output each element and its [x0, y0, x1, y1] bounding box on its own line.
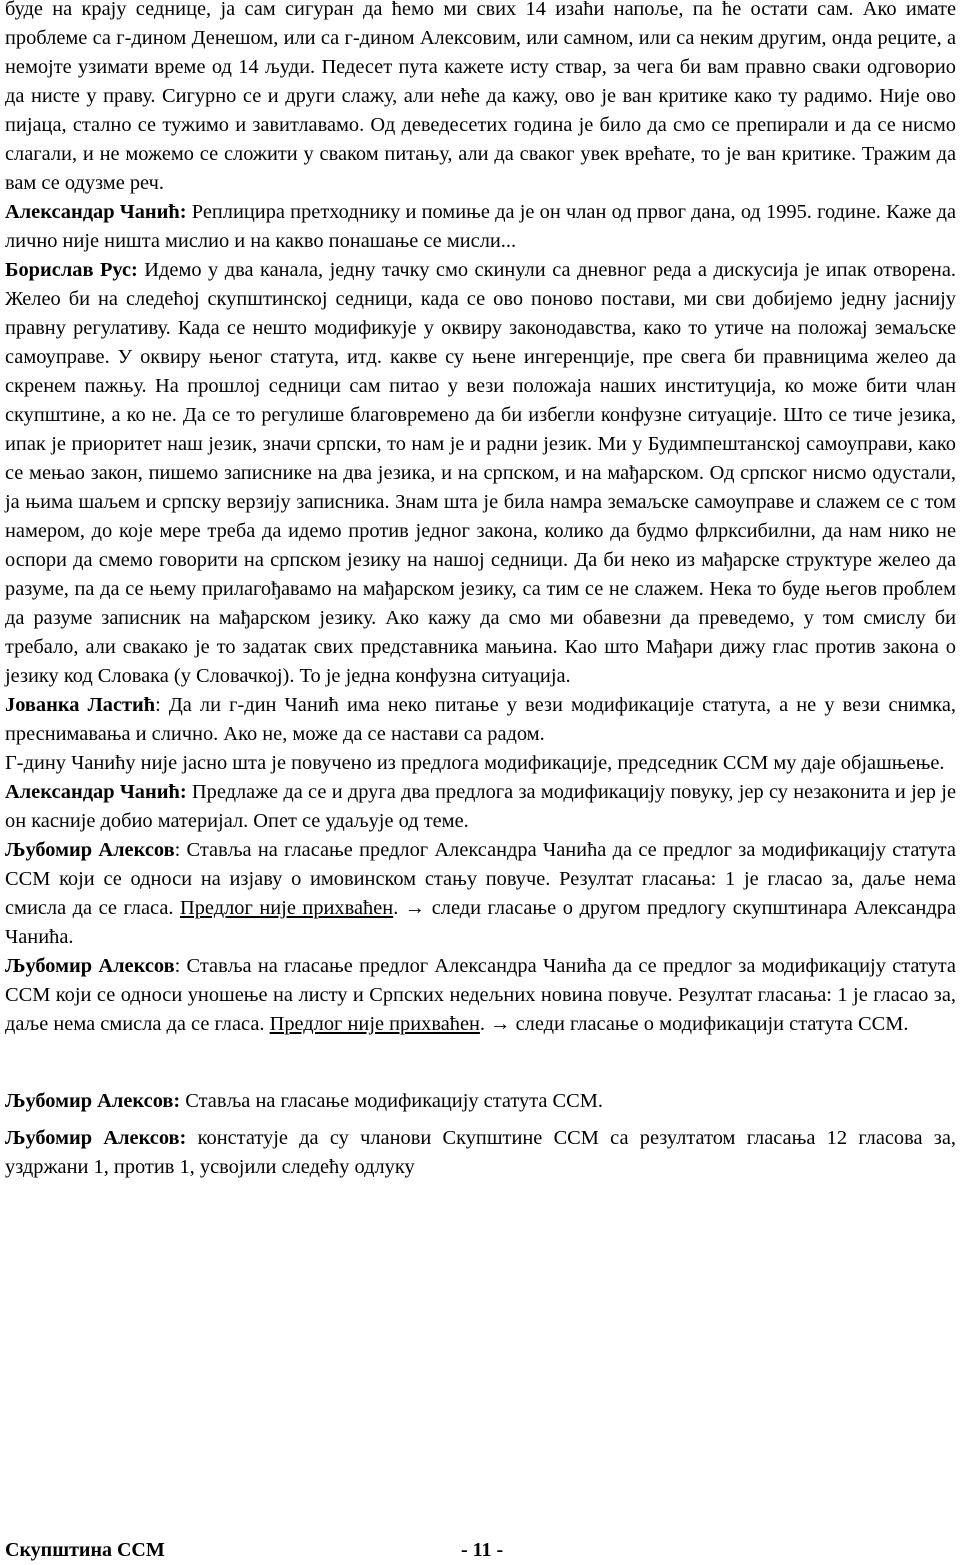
paragraph-9: [5, 1087, 956, 1116]
paragraph-text: констатује да су чланови Скупштине ССМ са резултатом гласања 12 гласова за, уздржани 1, против 1, усвојили следећу одлуку: [5, 1127, 956, 1178]
paragraph-5: [5, 749, 956, 778]
spacer: [5, 1116, 956, 1124]
paragraph-3: [5, 256, 956, 691]
paragraph-after: . → следи гласање о модификацији статута ССМ.: [479, 1013, 909, 1035]
paragraph-10: [5, 1124, 956, 1182]
page-number: - 11 -: [461, 1539, 504, 1561]
paragraph-text: Ставља на гласање модификацију статута ССМ.: [185, 1090, 603, 1112]
vote-result-underlined: Предлог није прихваћен: [180, 897, 394, 919]
speaker-name: Јованка Ластић: [5, 694, 156, 716]
speaker-name: Борислав Рус:: [5, 259, 138, 281]
speaker-name: Александар Чанић:: [5, 781, 187, 803]
speaker-name: Љубомир Алексов:: [5, 1127, 187, 1149]
paragraph-6: [5, 778, 956, 836]
paragraph-8: [5, 952, 956, 1039]
paragraph-1: [5, 0, 956, 198]
paragraph-2: [5, 198, 956, 256]
footer-organization: Скупштина ССМ: [5, 1539, 165, 1561]
paragraph-text: : Ставља на гласање предлог Александра Чанића да се предлог за модификацију статута ССМ који се односи уношење на листу и Српских недељних новина повуче. Резултат гласања: 1 је гласао за, даље нема смисла да се гласа.: [5, 955, 956, 1035]
paragraph-after: . → следи гласање о другом предлогу скупштинара Александра Чанића.: [5, 897, 957, 948]
paragraph-text: Идемо у два канала, једну тачку смо скинули са дневног реда а дискусија је ипак отворена. Желео би на следећој скупштинској седници, када се ово поново постави, ми сви добијемо једну јаснију правну регулативу. Када се нешто модификује у оквиру законодавства, како то утиче на положај земаљске самоуправе. У оквиру њеног статута, итд. какве су њене ингеренције, пре свега би правницима желео да скренем пажњу. На прошлој седници сам питао у вези положаја наших институција, ко може бити члан скупштине, а ко не. Да се то регулише благовремено да би избегли конфузне ситуације. Што се тиче језика, ипак је приоритет наш језик, значи српски, то нам је и радни језик. Ми у Будимпештанској самоуправи, како се мењао закон, пишемо записнике на два језика, и на српском, и на мађарском. Од српског нисмо одустали, ја њима шаљем и српску верзију записника. Знам шта је била намра земаљске самоуправе и слажем се с том намером, до које мере треба да идемо против једног закона, колико да будмо флрксибилни, да нам нико не оспори да смемо говорити на српском језику на нашој седници. Да би неко из мађарске структуре желео да разуме, па да се њему прилагођавамо на мађарском језику, са тим се не слажем. Нека то буде његов проблем да разуме записник на мађарском језику. Ако кажу да смо ми обавезни да преведемо, у том смислу би требало, али свакако је то задатак свих представника мањина. Као што Мађари дижу глас против закона о језику код Словака (у Словачкој). То је једна конфузна ситуација.: [5, 259, 956, 687]
paragraph-text: буде на крају седнице, ја сам сигуран да ћемо ми свих 14 изаћи напоље, па ће остати сам. Ако имате проблеме са г-дином Денешом, или са г-дином Алексовим, или самном, или са неким другим, онда реците, а немојте узимати време од 14 људи. Педесет пута кажете исту ствар, за чега би вам правно сваки одговорио да нисте у праву. Сигурно се и други слажу, али неће да кажу, ово је ван критике како ту радимо. Није ово пијаца, стално се тужимо и завитлавамо. Од деведесетих година је било да смо се препирали и да се нисмо слагали, и не можемо се сложити у сваком питању, али да сваког увек врећате, то је ван критике. Тражим да вам се одузме реч.: [5, 0, 956, 194]
paragraph-text: Г-дину Чанићу није јасно шта је повучено из предлога модификације, председник ССМ му даје објашњење.: [5, 752, 945, 774]
vote-result-underlined: Предлог није прихваћен: [269, 1013, 480, 1035]
speaker-name: Александар Чанић:: [5, 201, 187, 223]
document-body: [5, 0, 956, 1182]
speaker-name: Љубомир Алексов: [5, 955, 175, 977]
paragraph-text: : Да ли г-дин Чанић има неко питање у вези модификације статута, а не у вези снимка, преснимавања и слично. Ако не, може да се настави са радом.: [5, 694, 956, 745]
spacer: [5, 1039, 956, 1087]
page-footer: [5, 1539, 956, 1565]
paragraph-text: : Ставља на гласање предлог Александра Чанића да се предлог за модификацију статута ССМ који се односи на изјаву о имовинском стању повуче. Резултат гласања: 1 је гласао за, даље нема смисла да се гласа.: [5, 839, 956, 919]
paragraph-text: Предлаже да се и друга два предлога за модификацију повуку, јер су незаконита и јер је он касније добио материјал. Опет се удаљује од теме.: [5, 781, 956, 832]
speaker-name: Љубомир Алексов: [5, 839, 175, 861]
paragraph-text: Реплицира претходнику и помиње да је он члан од првог дана, од 1995. године. Каже да лично није ништа мислио и на какво понашање се мисли...: [5, 201, 956, 252]
paragraph-4: [5, 691, 956, 749]
speaker-name: Љубомир Алексов:: [5, 1090, 181, 1112]
paragraph-7: [5, 836, 956, 952]
